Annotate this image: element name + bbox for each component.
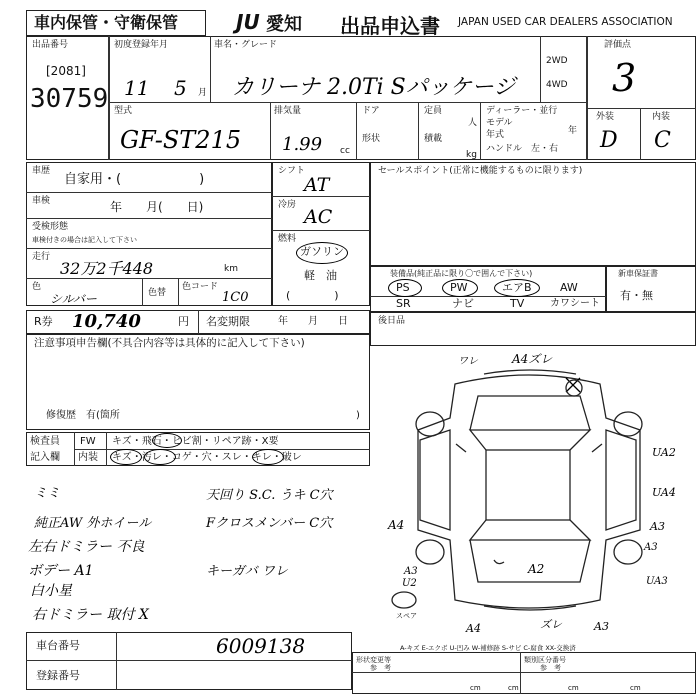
fuel-label: 燃料 <box>278 234 297 244</box>
rating-score: 3 <box>612 56 637 100</box>
recycle-label: R券 <box>34 315 53 328</box>
form-title: 出品申込書 <box>340 14 440 38</box>
chassis-label: 車台番号 <box>36 639 80 652</box>
repair-history-label: 修復歴 有(箇所 <box>46 410 120 421</box>
diagram-label-14: A3 <box>594 620 609 633</box>
sales-point-label: セールスポイント(正常に機能するものに限ります) <box>378 166 583 176</box>
classification-label: 類別区分番号 <box>524 656 566 664</box>
interior-grade: C <box>654 128 671 153</box>
fuel-diesel: 軽 油 <box>304 269 337 282</box>
load-unit: kg <box>466 150 477 160</box>
exterior-grade: D <box>600 128 618 153</box>
notes-label: 注意事項申告欄(不具合内容等は具体的に記入して下さい) <box>34 337 305 349</box>
car-name-label: 車名・グレード <box>214 40 278 50</box>
drive-4wd: 4WD <box>546 80 568 90</box>
ju-logo: JU <box>236 10 260 34</box>
fw-items: キズ・飛石・ヒビ割・リペア跡・X要 <box>112 436 279 447</box>
cm-4: cm <box>630 684 641 692</box>
color-code-label: 色コード <box>182 282 219 292</box>
shape-change-label: 形状変更等 <box>356 656 391 664</box>
fuel-other-paren: ( ) <box>286 289 339 302</box>
note-5: 左右ドミラー 不良 <box>28 539 145 555</box>
equipment-seat: カワシート <box>550 298 600 309</box>
diagram-label-2: A4ズレ <box>512 352 553 366</box>
inspection-value: 年 月( 日) <box>110 200 204 214</box>
recycle-unit: 円 <box>178 315 189 328</box>
dealer-label: ディーラー・並行 <box>486 106 558 116</box>
color-value: シルバー <box>50 292 97 306</box>
equipment-aw: AW <box>560 281 578 294</box>
reference-label-2: 参 考 <box>540 664 561 672</box>
shape-label: 形状 <box>362 134 381 144</box>
model-year-label-2: 年式 <box>486 130 505 140</box>
displacement-label: 排気量 <box>274 106 302 116</box>
org-name: 愛知 <box>266 14 302 35</box>
equipment-tv: TV <box>510 297 525 310</box>
handle-label: ハンドル 左・右 <box>486 144 559 154</box>
name-change-label: 名変期限 <box>206 315 250 328</box>
history-label: 車歴 <box>32 166 51 176</box>
equipment-pw: PW <box>450 281 468 294</box>
mileage-label: 走行 <box>32 252 51 262</box>
model-year-label-1: モデル <box>486 118 513 128</box>
color-code-value: 1C0 <box>222 290 249 305</box>
fw-label: FW <box>80 436 96 447</box>
lot-label: 出品番号 <box>32 40 69 50</box>
receipt-label: 受検形態 <box>32 222 69 232</box>
spare-label: スペア <box>396 612 417 620</box>
model-code: GF-ST215 <box>120 126 242 154</box>
ac-value: AC <box>304 206 333 228</box>
fuel-gasoline: ガソリン <box>300 245 344 258</box>
note-1: ミミ <box>34 486 61 501</box>
diagram-label-8: A3 <box>404 566 418 577</box>
note-3: 純正AW 外ホイール <box>34 516 152 531</box>
diagram-label-13: ズレ <box>540 618 562 631</box>
shift-value: AT <box>304 174 330 196</box>
name-change-date: 年 月 日 <box>278 316 348 327</box>
diagram-label-6: A4 <box>388 518 405 532</box>
interior-label: 内装 <box>652 112 671 122</box>
warranty-label: 新車保証書 <box>618 269 658 278</box>
diagram-label-7: A2 <box>528 562 545 576</box>
diagram-label-3: UA2 <box>652 446 676 459</box>
diagram-label-4: UA4 <box>652 486 676 499</box>
after-item-label: 後日品 <box>378 316 406 326</box>
note-2: 天回り S.C. うキ C穴 <box>206 488 333 503</box>
model-label: 型式 <box>114 106 133 116</box>
diagram-label-9: UA3 <box>646 576 668 587</box>
capacity-label: 定員 <box>424 106 443 116</box>
diagram-label-5: A3 <box>650 520 665 533</box>
interior-inspect-items: キズ・汚レ・コゲ・穴・スレ・キレ・破レ <box>112 452 302 463</box>
equipment-navi: ナビ <box>452 297 474 310</box>
registration-year: 11 <box>124 76 150 100</box>
inspection-label: 車検 <box>32 196 51 206</box>
displacement-unit: cc <box>340 146 350 156</box>
diagram-label-12: A4 <box>466 622 481 635</box>
note-4: Fクロスメンバー C穴 <box>206 516 333 531</box>
registration-month: 5 <box>174 76 187 100</box>
month-unit: 月 <box>198 88 208 98</box>
damage-legend: A-キズ E-エクボ U-凹み W-補修跡 S-サビ C-腐食 XX-交換済 <box>400 644 576 652</box>
history-value: 自家用・( ) <box>64 172 205 187</box>
note-9: 右ドミラー 取付 X <box>32 607 149 623</box>
storage-label: 車内保管・守衛保管 <box>34 13 179 32</box>
mileage-value: 32万2千448 <box>60 259 154 278</box>
inspector-label-1: 検査員 <box>30 436 60 447</box>
note-6: ボデー A1 <box>28 563 94 579</box>
mileage-unit: km <box>224 264 238 274</box>
equipment-label: 装備品(純正品に限り〇で囲んで下さい) <box>390 269 533 278</box>
exterior-label: 外装 <box>596 112 615 122</box>
chassis-number: 6009138 <box>216 634 306 658</box>
lot-bracket-number: [2081] <box>46 64 86 78</box>
cm-1: cm <box>470 684 481 692</box>
color-label: 色 <box>32 282 42 292</box>
reference-label-1: 参 考 <box>370 664 391 672</box>
shift-label: シフト <box>278 166 306 176</box>
inspector-label-2: 記入欄 <box>30 452 60 463</box>
association-name: JAPAN USED CAR DEALERS ASSOCIATION <box>458 16 673 28</box>
diagram-label-11: U2 <box>402 578 417 589</box>
car-name-grade: カリーナ 2.0Ti Sパッケージ <box>232 75 516 100</box>
interior-inspect-label: 内装 <box>78 452 98 463</box>
capacity-unit: 人 <box>468 118 478 128</box>
note-7: 白小星 <box>30 583 72 599</box>
diagram-label-10: A3 <box>644 542 658 553</box>
registration-number-label: 登録番号 <box>36 669 80 682</box>
drive-2wd: 2WD <box>546 56 568 66</box>
equipment-airbag: エアB <box>502 281 532 294</box>
first-registration-label: 初度登録年月 <box>114 40 169 50</box>
color-change-label: 色替 <box>148 288 167 298</box>
repair-close-paren: ) <box>356 410 360 421</box>
recycle-amount: 10,740 <box>72 311 141 332</box>
lot-number: 30759 <box>30 84 109 114</box>
cm-2: cm <box>508 684 519 692</box>
warranty-value: 有・無 <box>620 289 653 302</box>
note-8: キーガバ ワレ <box>206 564 288 579</box>
displacement-value: 1.99 <box>282 134 323 155</box>
rating-label: 評価点 <box>604 40 632 50</box>
diagram-label-1: ワレ <box>458 356 478 367</box>
door-label: ドア <box>362 106 380 116</box>
ac-label: 冷房 <box>278 200 297 210</box>
receipt-sub: 車検付きの場合は記入して下さい <box>32 236 137 244</box>
equipment-sr: SR <box>396 297 411 310</box>
equipment-ps: PS <box>396 281 410 294</box>
load-label: 積載 <box>424 134 443 144</box>
cm-3: cm <box>568 684 579 692</box>
year-unit: 年 <box>568 126 578 136</box>
